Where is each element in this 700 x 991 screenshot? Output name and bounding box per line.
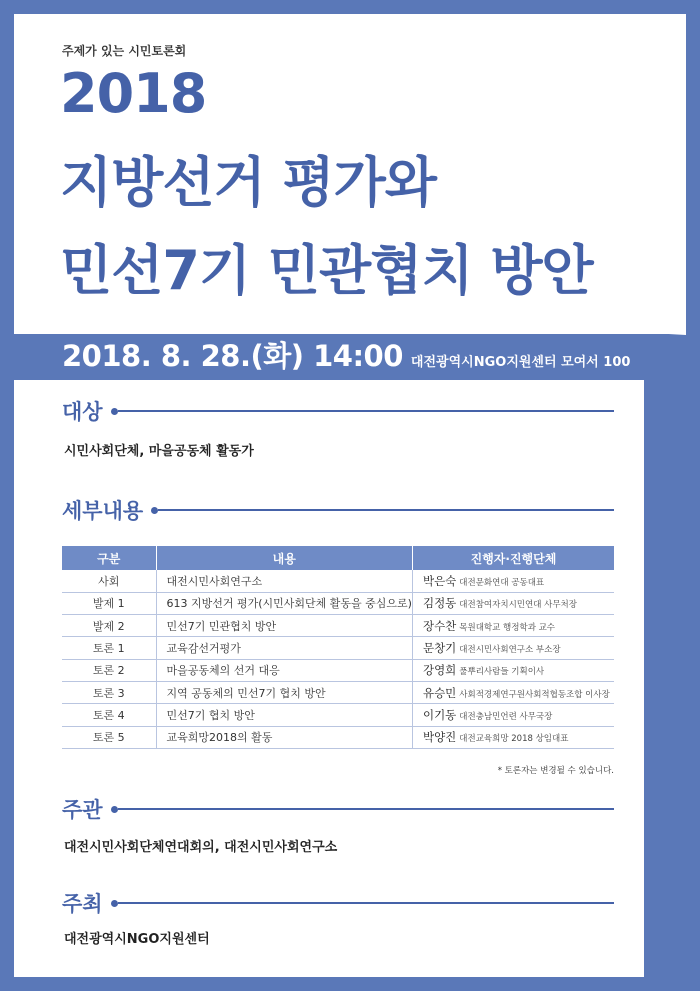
row-content: 민선7기 민관협치 방안 [156,615,412,637]
rule-dot-icon [151,507,158,514]
presenter-role: 대전교육희망 2018 상임대표 [459,734,569,745]
row-type: 발제 1 [62,592,156,614]
presenter-name: 유승민 [422,685,457,700]
rule-dot-icon [111,900,118,907]
row-presenter [412,592,614,614]
presenter-name: 이기동 [422,707,457,722]
section-rule [111,900,614,907]
section-details-title: 세부내용 [62,499,144,523]
row-content: 교육감선거평가 [156,637,412,659]
title-line-1: 지방선거 평가와 [60,151,436,214]
section-rule [111,806,614,813]
presenter-name: 박양진 [422,730,457,745]
table-row [62,570,614,592]
header-presenter: 진행자·진행단체 [412,546,614,570]
row-type: 토론 5 [62,726,156,748]
row-presenter [412,615,614,637]
event-datetime: 2018. 8. 28.(화) 14:00 [62,339,403,373]
section-rule [111,408,614,415]
table-row [62,615,614,637]
title-line-2: 민선7기 민관협치 방안 [60,239,593,302]
row-presenter [412,704,614,726]
schedule-header-row [62,546,614,570]
row-type: 토론 4 [62,704,156,726]
section-organizer-heading [62,796,614,822]
presenter-role: 대전문화연대 공동대표 [459,577,545,588]
row-type: 토론 1 [62,637,156,659]
section-host-title: 주최 [62,892,103,916]
presenter-role: 풀뿌리사람들 기획이사 [459,667,545,678]
presenter-name: 김정동 [422,596,457,611]
table-row [62,659,614,681]
presenter-name: 강영희 [422,663,457,678]
row-presenter [412,637,614,659]
row-content: 대전시민사회연구소 [156,570,412,592]
header-content: 내용 [156,546,412,570]
schedule-note: * 토론자는 변경될 수 있습니다. [497,766,614,776]
row-type: 토론 3 [62,681,156,703]
table-row [62,681,614,703]
section-target-heading [62,398,614,424]
section-details-heading [62,497,614,523]
section-target-title: 대상 [62,400,103,424]
row-content: 마을공동체의 선거 대응 [156,659,412,681]
rule-dot-icon [111,806,118,813]
row-content: 교육희망2018의 활동 [156,726,412,748]
rule-line [118,808,614,810]
presenter-role: 대전시민사회연구소 부소장 [459,645,561,656]
section-organizer-title: 주관 [62,798,103,822]
rule-line [118,902,614,904]
presenter-role: 목원대학교 행정학과 교수 [459,622,556,633]
title-year: 2018 [60,62,207,125]
row-type: 토론 2 [62,659,156,681]
row-content: 613 지방선거 평가(시민사회단체 활동을 중심으로) [156,592,412,614]
presenter-role: 대전참여자치시민연대 사무처장 [459,600,577,611]
section-rule [151,507,614,514]
row-presenter [412,659,614,681]
table-row [62,726,614,748]
schedule-table [62,546,614,749]
event-venue: 대전광역시NGO지원센터 모여서 100 [410,355,631,370]
table-row [62,637,614,659]
row-presenter [412,681,614,703]
rule-line [118,410,614,412]
presenter-name: 문창기 [422,641,457,656]
presenter-role: 대전충남민언련 사무국장 [459,711,553,722]
row-content: 민선7기 협치 방안 [156,704,412,726]
row-presenter [412,570,614,592]
row-presenter [412,726,614,748]
row-type: 사회 [62,570,156,592]
section-target-text: 시민사회단체, 마을공동체 활동가 [64,444,254,459]
section-host-heading [62,890,614,916]
row-content: 지역 공동체의 민선7기 협치 방안 [156,681,412,703]
rule-line [158,509,614,511]
presenter-name: 장수찬 [422,618,457,633]
row-type: 발제 2 [62,615,156,637]
header-type: 구분 [62,546,156,570]
rule-dot-icon [111,408,118,415]
event-subtitle: 주제가 있는 시민토론회 [62,44,187,58]
section-host-text: 대전광역시NGO지원센터 [64,932,210,947]
presenter-role: 사회적경제연구원사회적협동조합 이사장 [459,689,610,700]
section-organizer-text: 대전시민사회단체연대회의, 대전시민사회연구소 [64,840,338,855]
table-row [62,704,614,726]
event-date-bar [62,334,630,375]
presenter-name: 박은숙 [422,573,457,588]
table-row [62,592,614,614]
